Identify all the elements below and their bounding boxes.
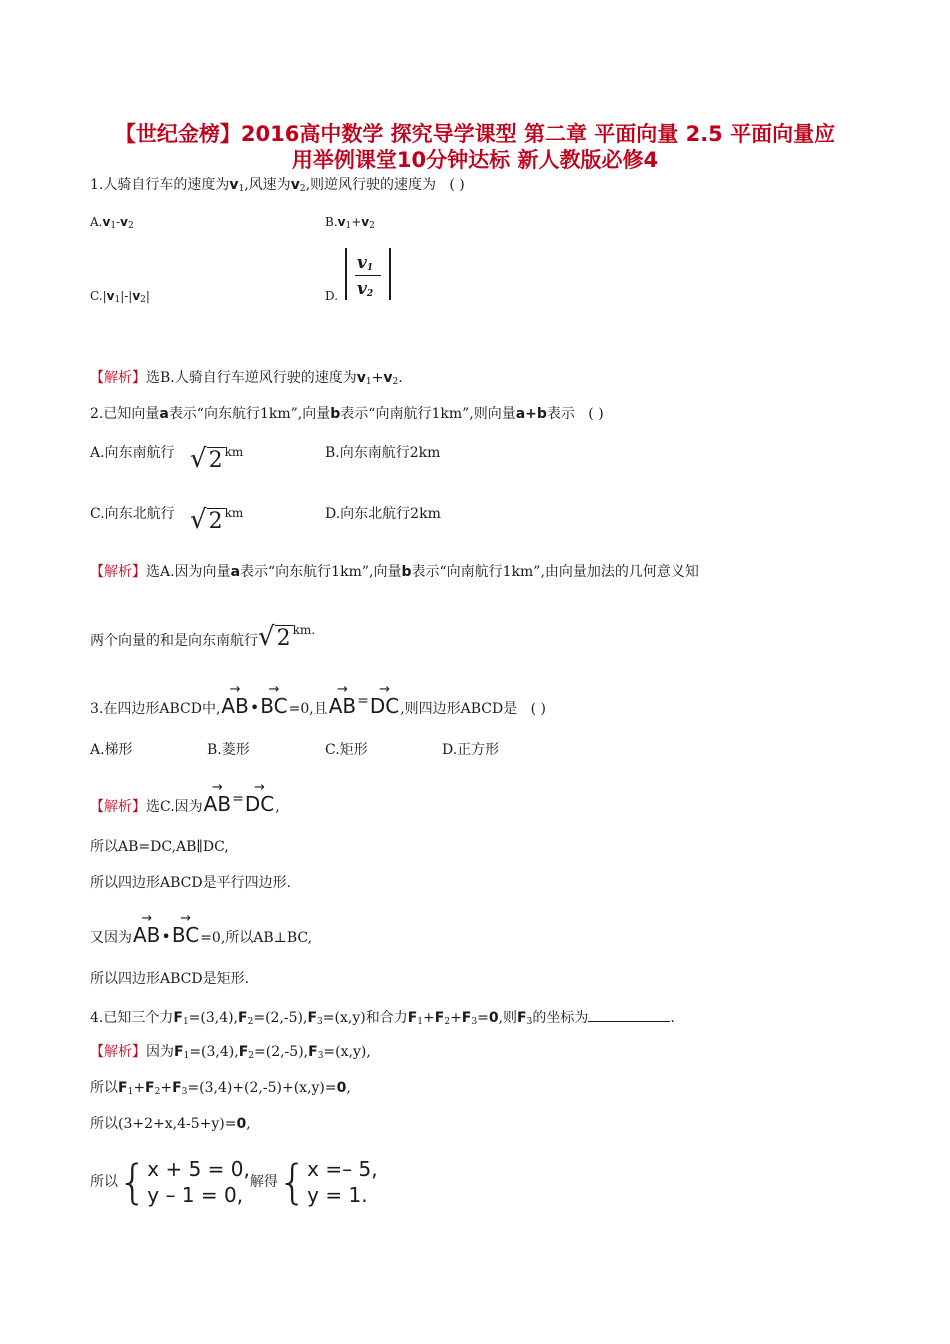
q3-option-d: D.正方形 [442, 742, 500, 758]
q1-option-d-label: D. [325, 289, 339, 303]
q4-answer-line3: 所以(3+2+x,4-5+y)=0, [90, 1116, 251, 1132]
q1-option-b: $B.v_1+v_2$ [325, 215, 375, 231]
q2-option-c: C.向东北航行 [90, 506, 175, 522]
q3-answer-line5: 所以四边形ABCD是矩形. [90, 971, 250, 987]
document-title-line2: 用举例课堂10分钟达标 新人教版必修4 [291, 148, 659, 172]
q3-answer-line3: 所以四边形ABCD是平行四边形. [90, 875, 292, 891]
q4-answer-blank [588, 1009, 670, 1022]
q2-option-d: D.向东北航行2km [325, 506, 441, 522]
q3-answer-line1: 【解析】选C.因为 → AB= → DC, [90, 780, 280, 816]
q1-stem: 1.人骑自行车的速度为$v_1$,风速为$v_2$,则逆风行驶的速度为 ( ) [90, 177, 465, 194]
q3-option-c: C.矩形 [325, 742, 368, 758]
q2-option-b: B.向东南航行2km [325, 445, 441, 461]
q4-system-1: x + 5 = 0, y – 1 = 0, [147, 1157, 250, 1207]
q2-option-a-sqrt: √2 km [190, 444, 244, 474]
q4-answer-line4: 所以{x + 5 = 0, y – 1 = 0,解得{x =– 5, y = 1. [90, 1155, 378, 1209]
q1-option-a: $A.v_1-v_2$ [90, 215, 134, 231]
q3-option-a: A.梯形 [90, 742, 133, 758]
q4-system-2: x =– 5, y = 1. [307, 1157, 378, 1207]
q2-option-c-sqrt: √2 km [190, 505, 244, 535]
q4-answer-line2: 所以$F_1+F_2+F_3=(3,4)+(2,-5)+(x,y)=0$, [90, 1080, 351, 1097]
q3-answer-line2: 所以AB=DC,AB∥DC, [90, 839, 229, 855]
q2-answer-line1: 【解析】选A.因为向量a表示“向东航行1km”,向量b表示“向南航行1km”,由向量加法的几何意义知 [90, 564, 699, 580]
q3-stem: 3.在四边形ABCD中, → AB• → BC=0,且 → AB= → DC,则四边形ABCD是 ( ) [90, 682, 546, 718]
q3-answer-line4: 又因为 → AB• → BC=0,所以AB⊥BC, [90, 911, 313, 947]
q4-stem: 4.已知三个力$F_1=(3,4),F_2=(2,-5),F_3=(x,y)$和合力$F_1+F_2+F_3=0$,则$F_3$的坐标为 . [90, 1010, 675, 1027]
q3-option-b: B.菱形 [207, 742, 250, 758]
q1-answer: 【解析】选B.人骑自行车逆风行驶的速度为$v_1+v_2$. [90, 370, 403, 387]
q2-option-a: A.向东南航行 [90, 445, 175, 461]
q2-stem: 2.已知向量a表示“向东航行1km”,向量b表示“向南航行1km”,则向量a+b表示 ( ) [90, 406, 604, 422]
q2-answer-line2: 两个向量的和是向东南航行√2 km. [90, 622, 316, 652]
q1-option-c: $C.|v_1|-|v_2|$ [90, 289, 150, 305]
q4-answer-line1: 【解析】因为$F_1=(3,4),F_2=(2,-5),F_3=(x,y)$, [90, 1044, 371, 1061]
document-title-line1: 【世纪金榜】2016高中数学 探究导学课型 第二章 平面向量 2.5 平面向量应 [114, 122, 836, 146]
